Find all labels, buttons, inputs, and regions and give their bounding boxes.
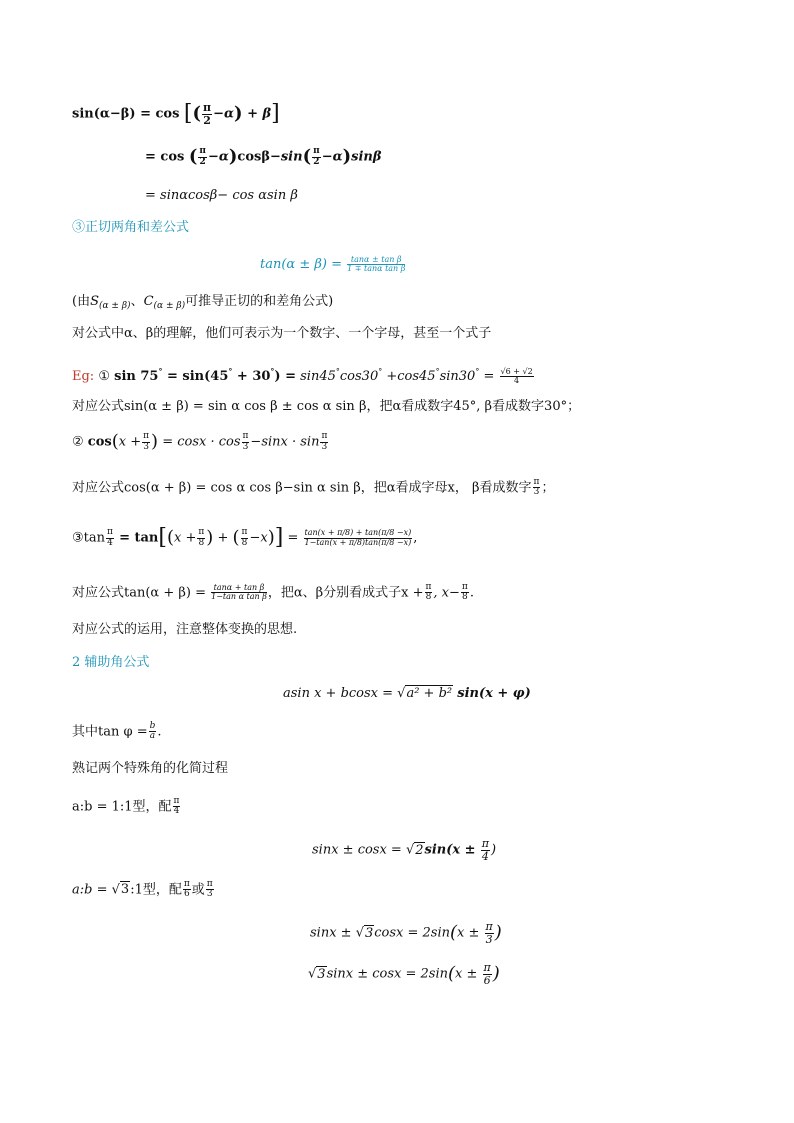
degree: °: [378, 367, 383, 376]
text-seg: = sin(45: [167, 369, 229, 384]
text-seg: 其中tan φ =: [72, 724, 148, 740]
note-derivation: [72, 292, 333, 316]
den: 3: [485, 932, 493, 946]
ratio-sqrt3-1: a:b = √3:1型，配 $\frac{\pi}{6}$ 或 $\frac{\pi}{3}$: [72, 879, 213, 900]
radicand: 2: [415, 842, 424, 858]
text-seg: ②: [72, 434, 84, 450]
fraction: [481, 838, 490, 862]
fraction: [198, 147, 207, 167]
text-seg: :1型，配: [130, 882, 182, 898]
fraction: [483, 962, 492, 986]
text-seg: sinβ: [351, 149, 382, 165]
num: π: [173, 796, 180, 806]
den: a: [149, 731, 156, 742]
text-seg: cos: [87, 434, 112, 450]
radicand: a² + b²: [406, 686, 453, 701]
paren: (: [166, 527, 175, 548]
paren: ): [151, 431, 159, 452]
den: 4: [481, 849, 489, 863]
fraction: [347, 256, 405, 274]
text-seg: sinx ±: [310, 925, 352, 941]
num: π: [183, 879, 190, 889]
bracket: [: [158, 525, 167, 550]
text-seg: S: [90, 294, 99, 309]
text-seg: 对应公式tan(α + β) =: [72, 585, 206, 601]
den: 3: [242, 441, 249, 452]
num: tan(x + π/8) + tan(π/8 −x): [304, 528, 412, 538]
paren: (: [111, 431, 119, 452]
text-seg: ①: [98, 369, 110, 384]
text-seg: sin30: [439, 369, 476, 384]
paren: ): [494, 922, 502, 944]
paren: ): [228, 146, 238, 167]
fraction: [206, 880, 214, 900]
fraction: [106, 528, 114, 548]
paren: (: [448, 963, 456, 985]
paren: ): [342, 146, 352, 167]
den: 8: [241, 537, 248, 548]
text-seg: cos30: [339, 369, 379, 384]
den: 8: [425, 592, 432, 603]
fraction: [500, 368, 534, 386]
text-seg: ): [490, 842, 497, 858]
subscript: (α ± β): [98, 301, 131, 311]
example-3: [72, 525, 418, 550]
note-understanding: 对公式中α、β的理解，他们可表示为一个数字、一个字母，甚至一个式子: [72, 326, 492, 341]
text-seg: sin 75: [114, 369, 159, 384]
den: 8: [198, 537, 205, 548]
text-seg: −sinx · sin: [250, 434, 320, 450]
den: 4: [107, 537, 113, 548]
den: 3: [321, 441, 328, 452]
text-seg: ) =: [274, 369, 296, 384]
example-2: [72, 432, 329, 453]
radicand: 3: [317, 966, 326, 982]
num: π: [241, 527, 248, 538]
den: 6: [183, 889, 190, 900]
text-seg: ,: [413, 530, 418, 546]
num: π: [199, 146, 206, 157]
num: tanα ± tan β: [347, 256, 405, 265]
text-seg: (由: [72, 294, 91, 309]
degree: °: [475, 367, 480, 376]
text-seg: +: [217, 530, 229, 546]
formula-tan-sum-diff: [260, 255, 406, 275]
text-seg: = tan: [119, 530, 159, 546]
fraction: [142, 432, 150, 452]
heading-tangent-formula: ③正切两角和差公式: [72, 220, 190, 235]
num: b: [149, 721, 156, 731]
fraction: [202, 102, 212, 126]
den: 1−tan α tan β: [211, 592, 267, 602]
text-seg: 对应公式cos(α + β) = cos α cos β−sin α sin β，把α看成字母x， β看成数字: [72, 480, 532, 496]
degree: °: [228, 366, 233, 376]
fraction: [242, 432, 250, 452]
ratio-1-1: [72, 797, 181, 817]
den: 2: [313, 156, 320, 167]
bracket: ]: [271, 101, 280, 127]
text-seg: −α: [207, 149, 229, 165]
fraction: [304, 529, 413, 547]
text-seg: x ±: [457, 925, 480, 941]
text-seg: −α: [321, 149, 343, 165]
degree: °: [335, 367, 340, 376]
num: π: [425, 582, 432, 592]
fraction: [533, 478, 541, 498]
degree: °: [270, 366, 275, 376]
paren: ): [267, 527, 275, 548]
heading-auxiliary-angle: 2 辅助角公式: [72, 655, 150, 670]
num: π: [242, 431, 249, 442]
num: π: [313, 146, 320, 157]
fraction: [149, 722, 157, 742]
text-seg: + 30: [236, 369, 271, 384]
radicand: 3: [364, 925, 374, 941]
text-seg: sinx ± cosx = 2sin: [326, 966, 449, 982]
fraction: [312, 147, 321, 167]
fraction: [173, 797, 181, 817]
text-seg: .: [469, 585, 474, 601]
formula-auxiliary-angle: asin x + bcosx = √a² + b² sin(x + φ): [283, 686, 531, 701]
text-seg: 、: [130, 294, 144, 309]
text-seg: ，把α、β分别看成式子x +: [267, 585, 424, 601]
num: π: [461, 582, 468, 592]
text-seg: sin45: [300, 369, 336, 384]
formula-sin-diff-3: = sinαcosβ− cos αsin β: [145, 188, 298, 203]
paren: (: [192, 103, 202, 125]
example-1-note: 对应公式sin(α ± β) = sin α cos β ± cos α sin β，把α看成数字45°, β看成数字30°；: [72, 399, 581, 414]
text-seg: ；: [541, 480, 555, 496]
text-seg: .: [157, 724, 162, 740]
text-seg: x +: [118, 434, 142, 450]
text-seg: + β: [247, 106, 272, 122]
text-seg: +cos45: [386, 369, 436, 384]
num: π: [483, 961, 491, 974]
den: 8: [462, 592, 468, 603]
formula-sinx-sqrt3cosx: sinx ± √3cosx = 2sin(x ± $\frac{\pi}{3}$ ): [310, 920, 502, 946]
formula-sin-diff-1: [72, 102, 280, 126]
degree: °: [435, 367, 440, 376]
num: π: [321, 431, 328, 442]
fraction: [461, 583, 469, 603]
example-2-note: [72, 478, 554, 498]
text-seg: −x: [249, 530, 268, 546]
text-seg: a:b = 1:1型，配: [72, 799, 172, 815]
formula-sin-diff-2: [145, 147, 381, 168]
num: π: [485, 920, 493, 933]
bracket: [: [183, 101, 193, 127]
den: 1−tan(x + π/8)tan(π/8 −x): [304, 537, 412, 547]
num: π: [203, 101, 212, 114]
text-seg: C: [143, 294, 154, 309]
note-tan-phi: [72, 722, 162, 742]
fraction: [183, 880, 191, 900]
formula-sqrt3sinx-cosx: √3sinx ± cosx = 2sin(x ± $\frac{\pi}{6}$ ): [308, 961, 500, 987]
den: 3: [143, 441, 149, 452]
text-seg: = cosx · cos: [162, 434, 241, 450]
formula-sinx-cosx: sinx ± cosx = √2sin(x ± $\frac{\pi}{4}$ ): [312, 837, 497, 863]
note-whole-transform: 对应公式的运用，注意整体变换的思想.: [72, 622, 298, 637]
num: π: [107, 527, 113, 538]
num: π: [533, 477, 540, 487]
bracket: ]: [274, 525, 284, 550]
paren: (: [232, 527, 240, 548]
text-seg: x ±: [455, 966, 478, 982]
num: π: [198, 527, 205, 538]
text-seg: asin x + bcosx =: [283, 686, 394, 701]
text-seg: =: [483, 369, 495, 384]
fraction: [320, 432, 328, 452]
fraction: [485, 921, 494, 945]
example-3-note: [72, 583, 474, 603]
num: tanα + tan β: [211, 584, 267, 593]
fraction: [241, 528, 249, 548]
fraction: [211, 584, 267, 602]
den: 3: [533, 487, 540, 498]
num: π: [481, 837, 489, 850]
text-seg: = cos: [145, 149, 185, 165]
text-seg: 或: [191, 882, 205, 898]
text-seg: 可推导正切的和差角公式): [185, 294, 334, 309]
paren: ): [234, 103, 243, 125]
num: π: [206, 879, 213, 889]
den: 3: [206, 889, 213, 900]
text-seg: =: [287, 530, 299, 546]
text-seg: sin(α−β) = cos: [72, 106, 180, 122]
paren: ): [492, 963, 500, 985]
den: 4: [173, 806, 180, 817]
num: √6 + √2: [500, 366, 533, 376]
text-seg: sinx ± cosx =: [312, 842, 402, 858]
text-seg: ③tan: [72, 530, 106, 546]
eg-label: Eg:: [72, 369, 95, 384]
den: 2: [203, 113, 211, 127]
text-seg: cosβ−: [237, 149, 281, 165]
text-seg: tan(α ± β) =: [260, 257, 342, 272]
text-seg: cosx = 2sin: [374, 925, 451, 941]
radicand: 3: [120, 882, 130, 898]
text-seg: sin: [280, 149, 303, 165]
text-seg: sin(x + φ): [457, 686, 531, 701]
paren: (: [450, 922, 458, 944]
fraction: [197, 528, 205, 548]
degree: °: [158, 366, 163, 376]
text-seg: sin(x ±: [424, 842, 476, 858]
paren: ): [206, 527, 214, 548]
den: 4: [514, 376, 520, 385]
den: 2: [199, 156, 206, 167]
paren: (: [188, 146, 198, 167]
den: 6: [483, 973, 491, 987]
text-seg: , x−: [433, 585, 460, 601]
fraction: [425, 583, 433, 603]
text-seg: x +: [174, 530, 197, 546]
subscript: (α ± β): [153, 301, 186, 311]
den: 1 ∓ tanα tan β: [347, 264, 406, 273]
example-1: [72, 361, 535, 387]
text-seg: a:b =: [72, 882, 108, 898]
text-seg: −α: [213, 106, 235, 122]
paren: (: [302, 146, 312, 167]
num: π: [143, 431, 150, 442]
note-special-angles: 熟记两个特殊角的化简过程: [72, 761, 229, 776]
